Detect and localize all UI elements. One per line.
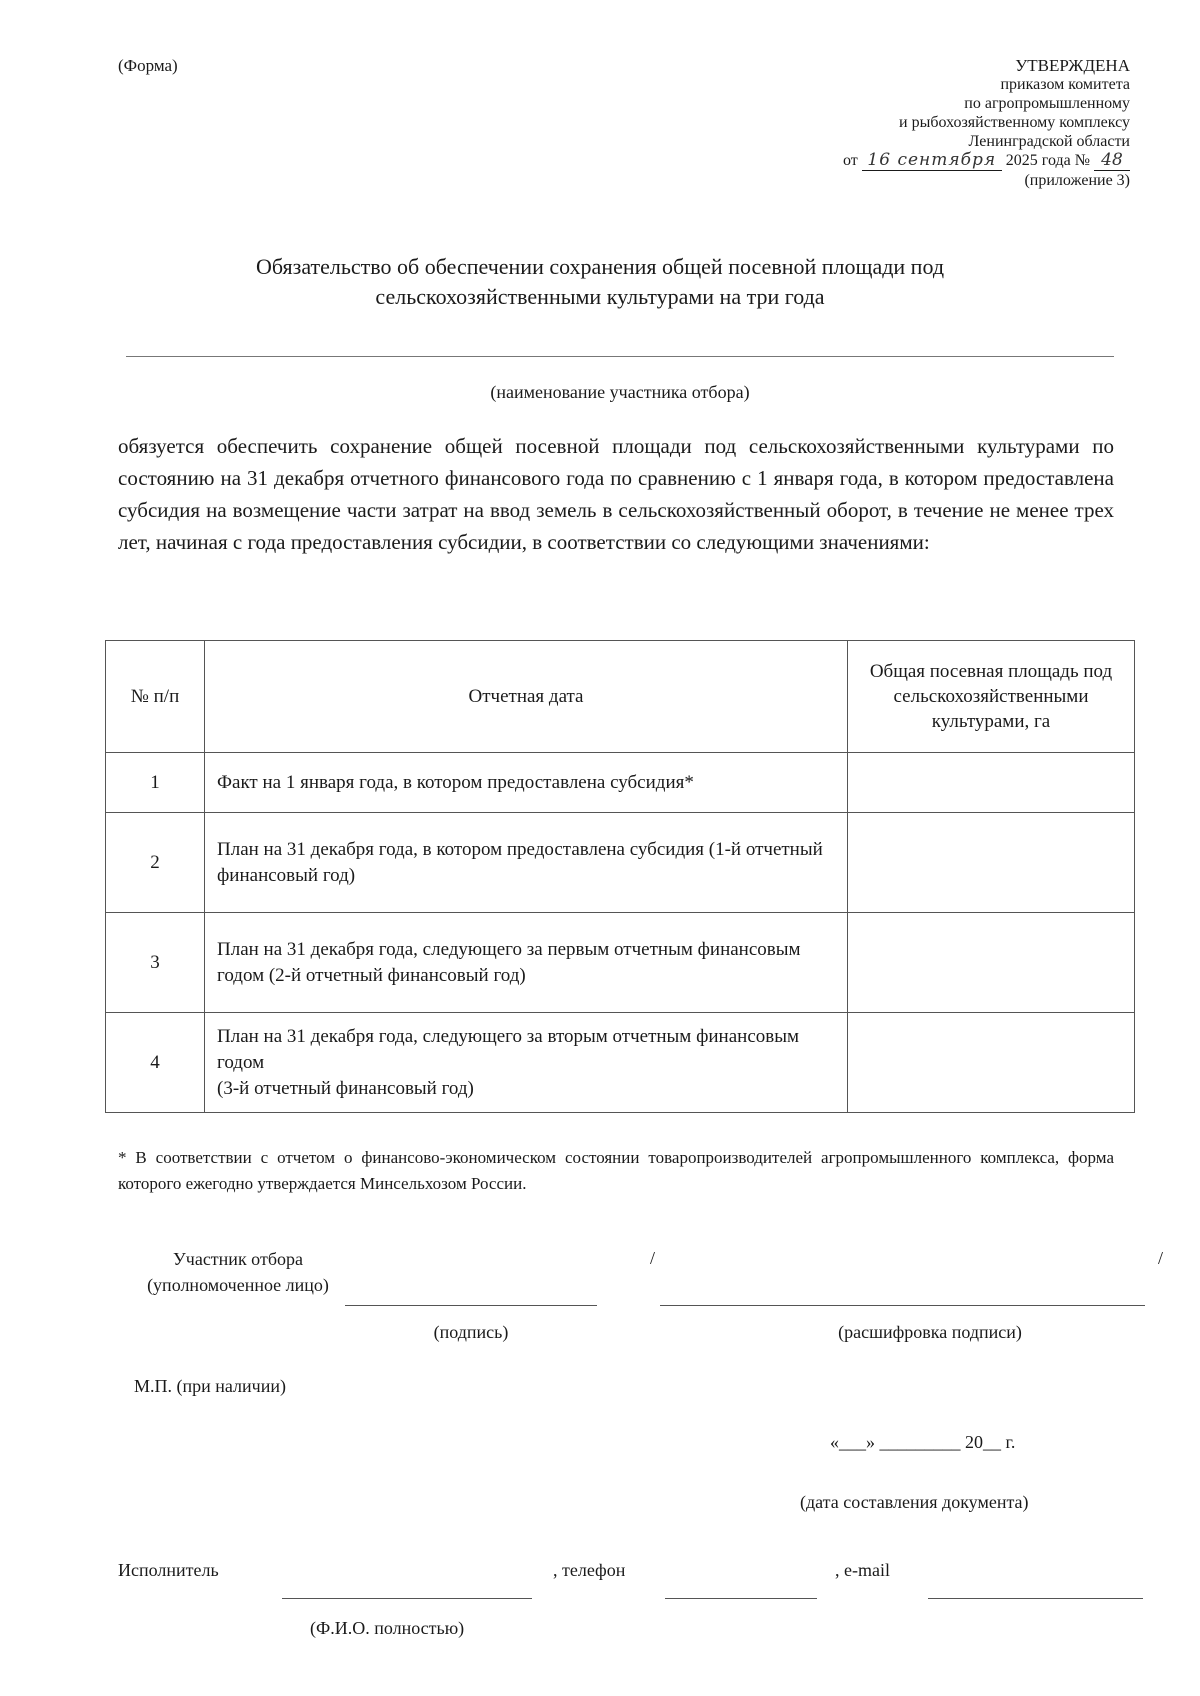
- approval-appendix: (приложение 3): [1024, 172, 1130, 189]
- handwritten-date: 16 сентября: [862, 151, 1002, 171]
- approval-line: и рыбохозяйственному комплексу: [899, 114, 1130, 131]
- row-date: План на 31 декабря года, в котором предоставлена субсидия (1-й отчетный финансовый год): [205, 813, 848, 913]
- signature-caption: (подпись): [433, 1322, 509, 1342]
- table-row: [106, 1013, 1135, 1113]
- executor-email-label: , e-mail: [835, 1560, 890, 1580]
- handwritten-number: 48: [1094, 151, 1130, 171]
- header-num: № п/п: [106, 641, 205, 753]
- row-date: Факт на 1 января года, в котором предоставлена субсидия*: [205, 753, 848, 813]
- header-date: Отчетная дата: [205, 641, 848, 753]
- approval-title: УТВЕРЖДЕНА: [1015, 56, 1130, 75]
- form-label: (Форма): [118, 56, 178, 75]
- approval-date-line: [770, 151, 1130, 171]
- row-area-cell[interactable]: [848, 1013, 1135, 1113]
- header-area: Общая посевная площадь под сельскохозяйственными культурами, га: [848, 641, 1135, 753]
- values-table: [105, 640, 1135, 1113]
- participant-caption: (наименование участника отбора): [490, 382, 750, 402]
- approval-line: приказом комитета: [1000, 76, 1130, 93]
- year-text: 2025 года №: [1005, 152, 1090, 169]
- table-header-row: [106, 641, 1135, 753]
- row-area-cell[interactable]: [848, 753, 1135, 813]
- executor-email-line[interactable]: [928, 1598, 1143, 1599]
- document-date-field[interactable]: «___» _________ 20__ г.: [830, 1432, 1016, 1452]
- footnote: * В соответствии с отчетом о финансово-экономическом состоянии товаропроизводителей агропромышленного комплекса, форма которого ежегодно утверждается Минсельхозом России.: [118, 1148, 1114, 1193]
- signature-decode-caption: (расшифровка подписи): [838, 1322, 1022, 1342]
- approval-line: Ленинградской области: [968, 133, 1130, 150]
- obligation-text: обязуется обеспечить сохранение общей посевной площади под сельскохозяйственными культурами по состоянию на 31 декабря отчетного финансового года по сравнению с 1 января года, в котором предоставлена субсидия на возмещение части затрат на ввод земель в сельскохозяйственный оборот, в течение не менее трех лет, начиная с года предоставления субсидии, в соответствии со следующими значениями:: [118, 434, 1114, 554]
- executor-name-caption: (Ф.И.О. полностью): [310, 1618, 465, 1638]
- date-prefix: от: [843, 152, 858, 169]
- row-area-cell[interactable]: [848, 813, 1135, 913]
- row-num: 1: [106, 753, 205, 813]
- participant-name-line[interactable]: [126, 356, 1114, 357]
- document-title: Обязательство об обеспечении сохранения общей посевной площади под сельскохозяйственными культурами на три года: [255, 254, 945, 309]
- slash-separator: /: [1158, 1248, 1164, 1268]
- signatory-label: [118, 1246, 358, 1298]
- row-date-line1: План на 31 декабря года, следующего за вторым отчетным финансовым годом: [217, 1025, 800, 1073]
- row-date-line2: (3-й отчетный финансовый год): [217, 1077, 474, 1099]
- signature-decode-line[interactable]: [660, 1305, 1145, 1306]
- row-date: [205, 1013, 848, 1113]
- executor-label: Исполнитель: [118, 1560, 219, 1580]
- document-date-caption: (дата составления документа): [800, 1492, 1029, 1512]
- signatory-label-line2: (уполномоченное лицо): [147, 1275, 329, 1295]
- approval-block: [770, 56, 1130, 190]
- table-row: [106, 913, 1135, 1013]
- row-area-cell[interactable]: [848, 913, 1135, 1013]
- row-num: 2: [106, 813, 205, 913]
- signature-line[interactable]: [345, 1305, 597, 1306]
- slash-separator: /: [650, 1248, 656, 1268]
- table-row: [106, 813, 1135, 913]
- executor-phone-line[interactable]: [665, 1598, 817, 1599]
- approval-line: по агропромышленному: [964, 95, 1130, 112]
- row-date: План на 31 декабря года, следующего за первым отчетным финансовым годом (2-й отчетный финансовый год): [205, 913, 848, 1013]
- signatory-label-line1: Участник отбора: [173, 1249, 303, 1269]
- row-num: 3: [106, 913, 205, 1013]
- table-row: [106, 753, 1135, 813]
- stamp-label: М.П. (при наличии): [134, 1376, 286, 1396]
- row-num: 4: [106, 1013, 205, 1113]
- executor-name-line[interactable]: [282, 1598, 532, 1599]
- executor-phone-label: , телефон: [553, 1560, 626, 1580]
